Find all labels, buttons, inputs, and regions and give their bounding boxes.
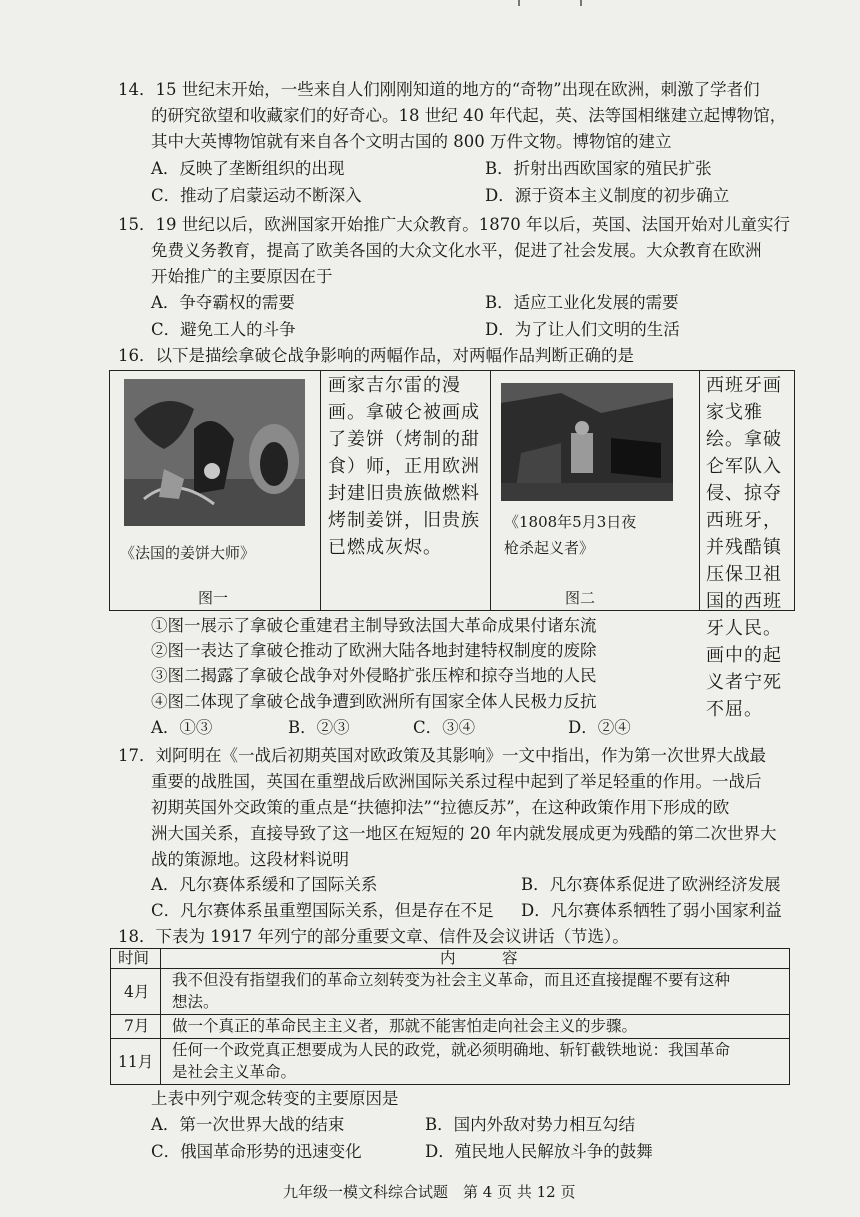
- q17-option-b: B．凡尔赛体系促进了欧洲经济发展: [521, 875, 781, 894]
- q17-line-5: 战的策源地。这段材料说明: [151, 850, 349, 869]
- table-row-time: 7月: [124, 1017, 150, 1035]
- table-row-time: 11月: [118, 1053, 154, 1071]
- q16-statement-4: ④图二体现了拿破仑战争遭到欧洲所有国家全体人民极力反抗: [151, 692, 597, 711]
- top-edge-mark: [518, 0, 582, 6]
- table-row-time: 4月: [124, 983, 150, 1001]
- table-row-content-line-1: 我不但没有指望我们的革命立刻转变为社会主义革命，而且还直接提醒不要有这种: [172, 971, 731, 989]
- fig1-label: 图一: [198, 589, 229, 607]
- q16-stem: 16．以下是描绘拿破仑战争影响的两幅作品，对两幅作品判断正确的是: [118, 346, 634, 365]
- q17-line-2: 重要的战胜国，英国在重塑战后欧洲国际关系过程中起到了举足轻重的作用。一战后: [151, 772, 762, 791]
- table-row-content-line-2: 是社会主义革命。: [172, 1063, 297, 1081]
- q14-line-2: 的研究欲望和收藏家们的好奇心。18 世纪 40 年代起，英、法等国相继建立起博物馆，: [151, 106, 787, 125]
- q14-line-1: 14．15 世纪末开始，一些来自人们刚刚知道的地方的“奇物”出现在欧洲，刺激了学者们: [118, 80, 760, 99]
- q18-option-b: B．国内外敌对势力相互勾结: [425, 1115, 636, 1134]
- page-footer: 九年级一模文科综合试题 第 4 页 共 12 页: [283, 1183, 576, 1201]
- q16-option-c: C．③④: [413, 718, 476, 737]
- fig1-caption: 《法国的姜饼大师》: [120, 544, 256, 562]
- q15-option-d: D．为了让人们文明的生活: [485, 320, 680, 339]
- q15-line-1: 15．19 世纪以后，欧洲国家开始推广大众教育。1870 年以后，英国、法国开始对儿童实行: [118, 215, 790, 234]
- q14-option-b: B．折射出西欧国家的殖民扩张: [485, 159, 712, 178]
- q15-line-3: 开始推广的主要原因在于: [151, 267, 333, 286]
- q16-statement-3: ③图二揭露了拿破仑战争对外侵略扩张压榨和掠夺当地的人民: [151, 666, 597, 685]
- q16-option-b: B．②③: [288, 718, 350, 737]
- q16-divider-3: [699, 370, 700, 611]
- q16-option-d: D．②④: [568, 718, 631, 737]
- q14-option-a: A．反映了垄断组织的出现: [151, 159, 345, 178]
- q15-option-a: A．争夺霸权的需要: [151, 293, 295, 312]
- q18-question: 上表中列宁观念转变的主要原因是: [151, 1089, 399, 1108]
- q14-option-c: C．推动了启蒙运动不断深入: [151, 186, 362, 205]
- q17-option-a: A．凡尔赛体系缓和了国际关系: [151, 875, 378, 894]
- fig2-label: 图二: [565, 589, 596, 607]
- q18-option-d: D．殖民地人民解放斗争的鼓舞: [425, 1142, 653, 1161]
- table-row-content-line-1: 做一个真正的革命民主主义者，那就不能害怕走向社会主义的步骤。: [172, 1017, 638, 1035]
- q16-statement-1: ①图一展示了拿破仑重建君主制导致法国大革命成果付诸东流: [151, 616, 597, 635]
- q17-line-1: 17．刘阿明在《一战后初期英国对欧政策及其影响》一文中指出，作为第一次世界大战最: [118, 746, 766, 765]
- q16-option-a: A．①③: [151, 718, 213, 737]
- q17-line-3: 初期英国外交政策的重点是“扶德抑法”“拉德反苏”，在这种政策作用下形成的欧: [151, 798, 730, 817]
- q16-divider-2: [490, 370, 491, 611]
- q14-line-3: 其中大英博物馆就有来自各个文明古国的 800 万件文物。博物馆的建立: [151, 132, 672, 151]
- q18-option-c: C．俄国革命形势的迅速变化: [151, 1142, 362, 1161]
- q16-statement-2: ②图一表达了拿破仑推动了欧洲大陆各地封建特权制度的废除: [151, 641, 597, 660]
- table-header-content: 内 容: [440, 949, 518, 967]
- fig2-caption-line-2: 枪杀起义者》: [504, 539, 595, 557]
- q15-option-b: B．适应工业化发展的需要: [485, 293, 679, 312]
- q18-option-a: A．第一次世界大战的结束: [151, 1115, 345, 1134]
- fig2-description: 西班牙画家戈雅绘。拿破仑军队入侵、掠夺西班牙，并残酷镇压保卫祖国的西班牙人民。画中的起义者宁死不屈。: [706, 375, 782, 720]
- q14-option-d: D．源于资本主义制度的初步确立: [485, 186, 730, 205]
- table-row-content-line-2: 想法。: [172, 993, 219, 1011]
- q15-option-c: C．避免工人的斗争: [151, 320, 296, 339]
- table-header-time: 时间: [118, 949, 150, 967]
- q15-line-2: 免费义务教育，提高了欧美各国的大众文化水平，促进了社会发展。大众教育在欧洲: [151, 241, 762, 260]
- table-row-content-line-1: 任何一个政党真正想要成为人民的政党，就必须明确地、斩钉截铁地说：我国革命: [172, 1041, 731, 1059]
- gingerbread-baker-cartoon-image: [124, 379, 305, 526]
- q17-option-d: D．凡尔赛体系牺牲了弱小国家利益: [521, 901, 782, 920]
- q17-line-4: 洲大国关系，直接导致了这一地区在短短的 20 年内就发展成更为残酷的第二次世界大: [151, 824, 777, 843]
- q17-option-c: C．凡尔赛体系虽重塑国际关系，但是存在不足: [151, 901, 494, 920]
- q16-divider-1: [320, 370, 321, 611]
- fig2-caption-line-1: 《1808年5月3日夜: [504, 513, 637, 531]
- q18-stem: 18．下表为 1917 年列宁的部分重要文章、信件及会议讲话（节选）。: [118, 927, 629, 946]
- third-of-may-painting-image: [501, 383, 673, 501]
- fig1-description: 画家吉尔雷的漫画。拿破仑被画成了姜饼（烤制的甜食）师，正用欧洲封建旧贵族做燃料烤制姜饼，旧贵族已燃成灰烬。: [328, 375, 480, 558]
